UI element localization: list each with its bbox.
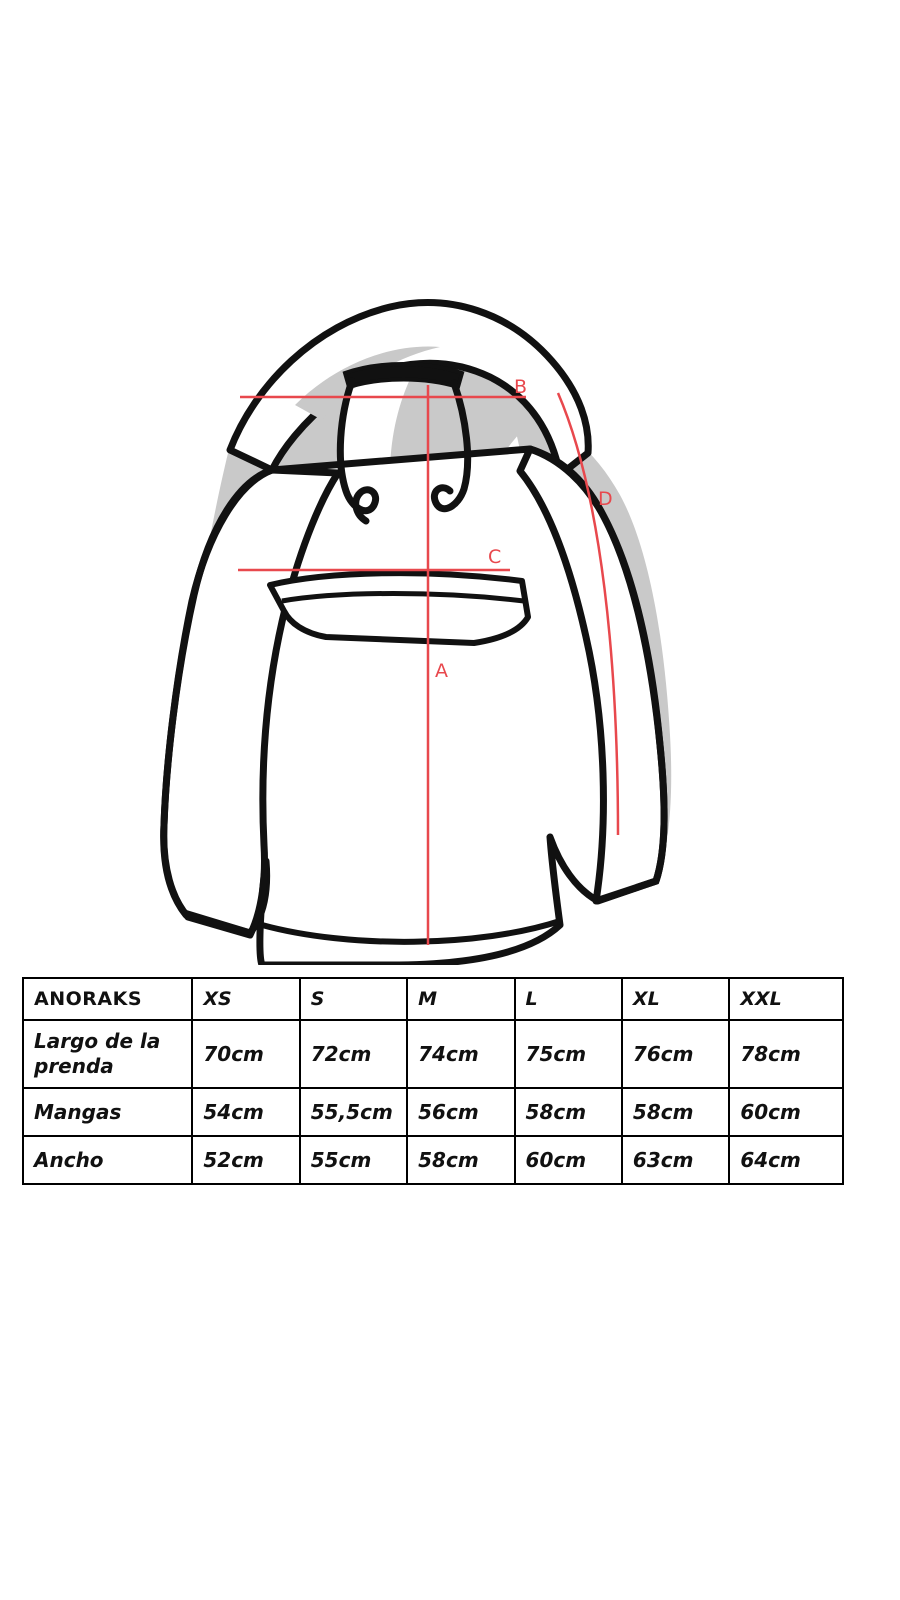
- cell-mangas-xs: 54cm: [192, 1088, 299, 1136]
- measure-label-d: D: [598, 488, 613, 510]
- cell-mangas-l: 58cm: [515, 1088, 622, 1136]
- brand-domain-suffix: [609, 163, 682, 188]
- anorak-illustration: [90, 265, 810, 965]
- cell-mangas-s: 55,5cm: [300, 1088, 407, 1136]
- measure-label-b: B: [514, 376, 528, 398]
- kangaroo-pocket: [270, 573, 528, 643]
- header-cell-xl: XL: [622, 978, 729, 1020]
- header-cell-s: S: [300, 978, 407, 1020]
- cell-ancho-l: 60cm: [515, 1136, 622, 1184]
- cell-ancho-xs: 52cm: [192, 1136, 299, 1184]
- cell-ancho-s: 55cm: [300, 1136, 407, 1184]
- cell-largo-m: 74cm: [407, 1020, 514, 1088]
- table-row: [23, 1088, 843, 1136]
- brand-wordmark-text: NÁPOLESMIX: [223, 94, 677, 167]
- header-cell-xs: XS: [192, 978, 299, 1020]
- brand-domain-suffix-text: .COM: [608, 1436, 683, 1465]
- brand-logo-bottom: [0, 1369, 900, 1465]
- size-chart-table: [22, 977, 844, 1185]
- brand-wordmark-text: NÁPOLESMIX: [223, 1369, 677, 1442]
- measure-label-a: A: [435, 660, 448, 682]
- brand-wordmark: [223, 1369, 683, 1465]
- brand-wordmark: [223, 94, 683, 190]
- table-header-row: [23, 978, 843, 1020]
- cell-ancho-xxl: 64cm: [729, 1136, 843, 1184]
- cell-largo-xl: 76cm: [622, 1020, 729, 1088]
- size-chart-body: [23, 1020, 843, 1184]
- header-cell-m: M: [407, 978, 514, 1020]
- measure-label-c: C: [488, 546, 502, 568]
- row-label-largo: Largo de la prenda: [23, 1020, 192, 1088]
- cell-ancho-xl: 63cm: [622, 1136, 729, 1184]
- header-cell-l: L: [515, 978, 622, 1020]
- brand-domain-suffix: [609, 1438, 682, 1463]
- cell-largo-l: 75cm: [515, 1020, 622, 1088]
- header-cell-category: ANORAKS: [23, 978, 192, 1020]
- row-label-mangas: Mangas: [23, 1088, 192, 1136]
- size-chart-header: [23, 978, 843, 1020]
- cell-largo-xxl: 78cm: [729, 1020, 843, 1088]
- brand-domain-suffix-text: .COM: [608, 161, 683, 190]
- cell-largo-xs: 70cm: [192, 1020, 299, 1088]
- cell-mangas-xl: 58cm: [622, 1088, 729, 1136]
- body-outline: [164, 449, 664, 965]
- row-label-ancho: Ancho: [23, 1136, 192, 1184]
- collar: [345, 364, 462, 387]
- cell-mangas-m: 56cm: [407, 1088, 514, 1136]
- cell-mangas-xxl: 60cm: [729, 1088, 843, 1136]
- cell-largo-s: 72cm: [300, 1020, 407, 1088]
- table-row: [23, 1020, 843, 1088]
- cell-ancho-m: 58cm: [407, 1136, 514, 1184]
- table-row: [23, 1136, 843, 1184]
- brand-logo-top: [0, 94, 900, 190]
- header-cell-xxl: XXL: [729, 978, 843, 1020]
